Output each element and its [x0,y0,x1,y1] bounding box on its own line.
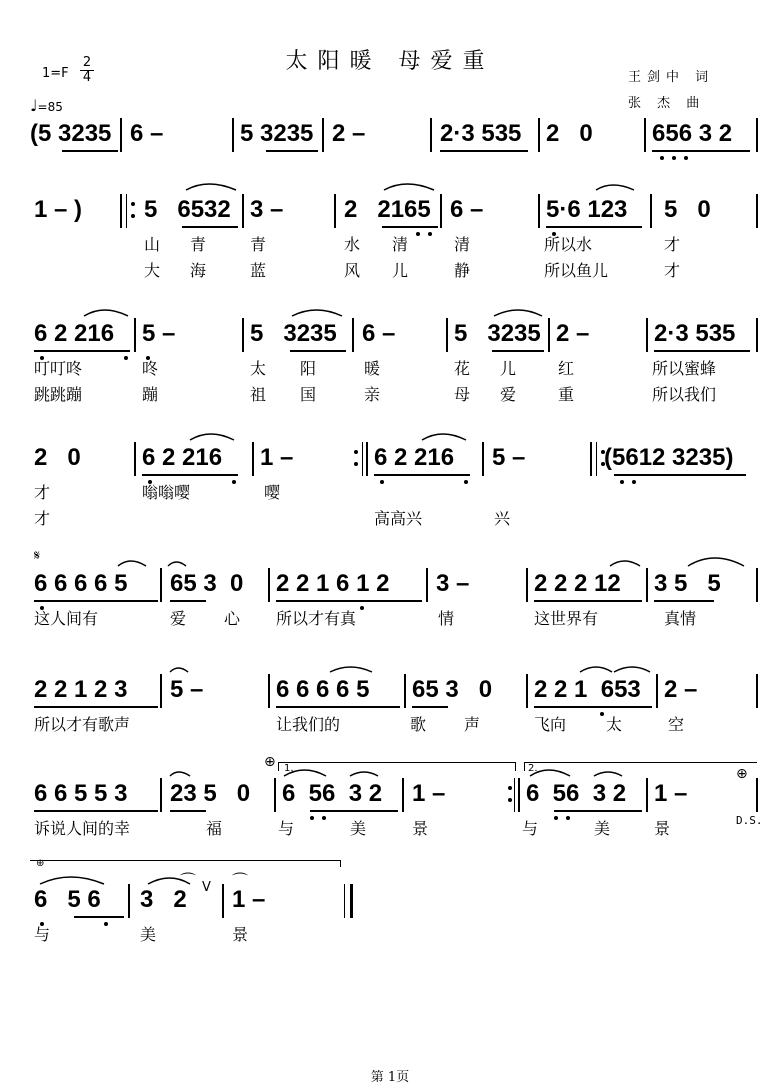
measure-39: 2 – [664,676,698,703]
slur [118,561,146,566]
measure-35: 5 – [170,676,204,703]
slur [170,772,190,776]
slur [40,877,104,884]
lyric: 所以我们 [652,385,717,404]
lyric: 风 [344,261,361,280]
volta-1-label: 1. [284,763,294,774]
lyric: 青 [190,235,207,254]
slur [284,770,326,776]
lyric: 这世界有 [534,609,599,628]
measure-42: 6 56 3 2 [282,780,383,807]
slur [330,667,372,672]
lyric: 情 [438,609,455,628]
measure-26: 5 – [492,444,526,471]
lyric: 红 [558,359,575,378]
key-signature: 1=F [42,66,69,81]
lyric: 所以水 [544,235,593,254]
lyric: 儿 [500,359,517,378]
slur [190,434,234,440]
lyric: 真情 [664,609,697,628]
slur [422,434,466,440]
measure-47: 3 2 [140,886,187,913]
measure-22: 2 0 [34,444,81,471]
slur [596,185,634,190]
measure-16: 5 – [142,320,176,347]
measure-18: 6 – [362,320,396,347]
measure-15: 6 2 216 [34,320,115,347]
slur [186,184,236,190]
lyric: 清 [392,235,409,254]
composer-credit: 张 杰 曲 [628,96,706,111]
measure-10: 3 – [250,196,284,223]
lyric: 景 [412,819,429,838]
lyric: 水 [344,235,361,254]
slur [610,561,640,566]
measure-45: 1 – [654,780,688,807]
slur [594,772,622,776]
quarter-note-icon: ♩ [30,96,38,115]
coda-icon: ⊕ [736,766,748,782]
lyric: 美 [350,819,367,838]
lyric: 嗡嗡嘤 [142,483,191,502]
measure-33: 3 5 5 [654,570,721,597]
measure-11: 2 2165 [344,196,431,223]
lyric: 才 [34,509,51,528]
tempo-value: =85 [37,100,63,114]
measure-8: 1 – ) [34,196,83,223]
lyric: 青 [250,235,267,254]
measure-32: 2 2 2 12 [534,570,621,597]
measure-36: 6 6 6 6 5 [276,676,370,703]
slur [580,667,612,672]
lyric: 大 [144,261,161,280]
lyric: 跳跳蹦 [34,385,83,404]
lyric: 飞向 [534,715,567,734]
lyric: 才 [34,483,51,502]
slur [530,770,570,776]
lyric: 空 [668,715,685,734]
measure-2: 6 – [130,120,164,147]
measure-1: (5 3235 [30,120,112,147]
measure-25: 6 2 216 [374,444,455,471]
slur [494,310,542,316]
lyric: 美 [594,819,611,838]
lyric: 诉说人间的幸 [34,819,131,838]
measure-21: 2·3 535 [654,320,736,347]
measure-19: 5 3235 [454,320,541,347]
lyric: 与 [522,819,539,838]
coda-icon: ⊕ [264,754,276,770]
lyric: 太 [250,359,267,378]
time-denominator: 4 [80,70,94,85]
lyric: 心 [224,609,241,628]
lyric: 儿 [392,261,409,280]
measure-9: 5 6532 [144,196,231,223]
lyric: 爱 [170,609,187,628]
measure-20: 2 – [556,320,590,347]
song-title: 太阳暖 母爱重 [285,49,495,74]
lyric: 才 [664,261,681,280]
fermata-icon: ⌒ [180,871,197,890]
lyric: 美 [140,925,157,944]
lyric: 所以才有歌声 [34,715,131,734]
lyric: 福 [206,819,223,838]
lyric: 与 [278,819,295,838]
segno-icon: 𝄋 [34,548,41,564]
fermata-icon: ⌒ [232,871,249,890]
lyric: 声 [464,715,481,734]
coda-label: ⊕ [36,858,45,869]
lyric: 暖 [364,359,381,378]
lyric: 阳 [300,359,317,378]
measure-3: 5 3235 [240,120,314,147]
slur [292,310,342,316]
measure-5: 2·3 535 [440,120,522,147]
lyric: 祖 [250,385,267,404]
lyric: 高高兴 [374,509,423,528]
lyric: 兴 [494,509,511,528]
lyric: 花 [454,359,471,378]
measure-24: 1 – [260,444,294,471]
lyric: 咚 [142,359,159,378]
lyric: 与 [34,925,51,944]
measure-30: 2 2 1 6 1 2 [276,570,390,597]
lyric: 山 [144,235,161,254]
measure-38: 2 2 1 653 [534,676,641,703]
lyric: 太 [606,715,623,734]
measure-46: 6 5 6 [34,886,101,913]
measure-44: 6 56 3 2 [526,780,627,807]
measure-6: 2 0 [546,120,593,147]
measure-43: 1 – [412,780,446,807]
volta-2-label: 2. [528,763,538,774]
measure-4: 2 – [332,120,366,147]
measure-48: 1 – [232,886,266,913]
lyric: 亲 [364,385,381,404]
lyric: 所以蜜蜂 [652,359,717,378]
lyric: 重 [558,385,575,404]
lyric: 爱 [500,385,517,404]
slur [84,310,128,316]
slur [170,668,188,672]
lyric: 才 [664,235,681,254]
measure-29: 65 3 0 [170,570,244,597]
lyric: 国 [300,385,317,404]
breath-mark: V [202,880,211,895]
lyric: 清 [454,235,471,254]
lyric: 蹦 [142,385,159,404]
dal-segno-mark: D.S. [736,814,763,827]
slur [168,562,186,566]
lyric: 嘤 [264,483,281,502]
lyric: 景 [654,819,671,838]
measure-12: 6 – [450,196,484,223]
lyricist-credit: 王剑中 词 [628,70,715,85]
lyric: 所以才有真 [276,609,357,628]
measure-27: (5612 3235) [604,444,734,471]
slur [614,667,650,672]
measure-41: 23 5 0 [170,780,251,807]
slur [384,184,434,190]
lyric: 叮叮咚 [34,359,83,378]
lyric: 所以鱼儿 [544,261,609,280]
measure-17: 5 3235 [250,320,337,347]
measure-23: 6 2 216 [142,444,223,471]
slur [688,558,744,566]
measure-7: 656 3 2 [652,120,733,147]
lyric: 让我们的 [276,715,341,734]
measure-13: 5·6 123 [546,196,628,223]
lyric: 静 [454,261,471,280]
lyric: 蓝 [250,261,267,280]
measure-40: 6 6 5 5 3 [34,780,128,807]
lyric: 母 [454,385,471,404]
slur [148,878,190,884]
measure-28: 6 6 6 6 5 [34,570,128,597]
slur [350,772,378,776]
page-number: 第 1页 [370,1070,410,1085]
measure-37: 65 3 0 [412,676,493,703]
lyric: 歌 [410,715,427,734]
measure-34: 2 2 1 2 3 [34,676,128,703]
lyric: 景 [232,925,249,944]
lyric: 这人间有 [34,609,99,628]
measure-31: 3 – [436,570,470,597]
time-numerator: 2 [82,55,92,70]
measure-14: 5 0 [664,196,711,223]
lyric: 海 [190,261,207,280]
